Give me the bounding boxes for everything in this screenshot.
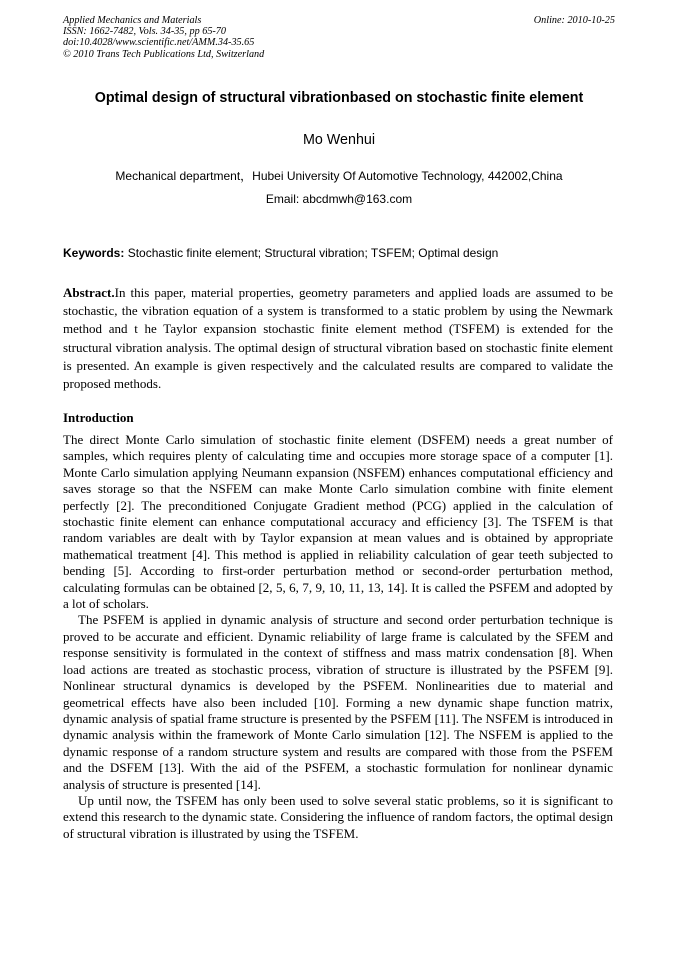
journal-name: Applied Mechanics and Materials bbox=[63, 15, 202, 26]
keywords bbox=[63, 246, 498, 260]
issn-line: ISSN: 1662-7482, Vols. 34-35, pp 65-70 bbox=[63, 26, 226, 38]
abstract-label: Abstract. bbox=[63, 285, 115, 300]
section-heading-introduction: Introduction bbox=[63, 410, 134, 425]
intro-paragraph-3: Up until now, the TSFEM has only been used to solve several static problems, so it is significant to extend this research to the dynamic state. Considering the influence of random factors, the optimal design of structural vibration is illustrated by using the TSFEM. bbox=[63, 792, 613, 841]
intro-paragraph-2: The PSFEM is applied in dynamic analysis of structure and second order perturbation technique is proved to be accurate and efficient. Dynamic reliability of large frame is calculated by the SFEM and response sensitivity is formulated in the context of stiffness and mass matrix condensation [8]. When load actions are treated as stochastic process, vibration of structure is illustrated by the PSFEM [9]. Nonlinear structural dynamics is developed by the PSFEM. Nonlinearities due to material and geometrical effects have also been included [10]. Forming a new dynamic shape function matrix, dynamic analysis of spatial frame structure is presented by the PSFEM [11]. The NSFEM is introduced in dynamic analysis within the framework of Monte Carlo simulation [12]. The NSFEM is applied to the dynamic response of a random structure system and results are compared with those from the PSFEM and the DSFEM [13]. With the aid of the PSFEM, a stochastic formulation for nonlinear dynamic analysis of structure is presented [14]. bbox=[63, 612, 613, 792]
keywords-text: Stochastic finite element; Structural vibration; TSFEM; Optimal design bbox=[127, 246, 499, 260]
journal-header bbox=[63, 15, 264, 60]
abstract bbox=[63, 284, 613, 393]
online-date: Online: 2010-10-25 bbox=[533, 15, 615, 26]
author-affiliation: Mechanical department，Hubei University Of Automotive Technology, 442002,China bbox=[115, 169, 563, 183]
introduction-body bbox=[63, 432, 613, 842]
copyright-line: © 2010 Trans Tech Publications Ltd, Switzerland bbox=[63, 48, 265, 60]
keywords-label: Keywords: bbox=[63, 246, 125, 260]
doi-line: doi:10.4028/www.scientific.net/AMM.34-35.65 bbox=[63, 37, 255, 49]
author-email: Email: abcdmwh@163.com bbox=[265, 192, 413, 206]
author-name: Mo Wenhui bbox=[302, 132, 376, 148]
intro-paragraph-1: The direct Monte Carlo simulation of stochastic finite element (DSFEM) needs a great number of samples, which requires plenty of calculating time and occupies more storage space of a computer [1]. Monte Carlo simulation applying Neumann expansion (NSFEM) enhances computational efficiency and saves storage so that the NSFEM can make Monte Carlo simulation combine with finite element perfectly [2]. The preconditioned Conjugate Gradient method (PCG) applied in the calculation of stochastic finite element can enhance computational accuracy and efficiency [3]. The TSFEM is that random variables are dealt with by Taylor expansion at mean values and is obtained by appropriate mathematical treatment [4]. This method is applied in reliability calculation of gear teeth subjected to bending [5]. According to first-order perturbation method or second-order perturbation method, calculating formulas can be obtained [2, 5, 6, 7, 9, 10, 11, 13, 14]. It is called the PSFEM and adopted by a lot of scholars. bbox=[63, 432, 613, 612]
paper-title: Optimal design of structural vibrationbased on stochastic finite element bbox=[94, 90, 584, 106]
abstract-text: In this paper, material properties, geometry parameters and applied loads are assumed to be stochastic, the vibration equation of a system is transformed to a static problem by using the Newmark method and t he Taylor expansion stochastic finite element method (TSFEM) is extended for the structural vibration analysis. The optimal design of structural vibration based on stochastic finite element is presented. An example is given respectively and the calculated results are compared to validate the proposed methods. bbox=[63, 285, 613, 392]
